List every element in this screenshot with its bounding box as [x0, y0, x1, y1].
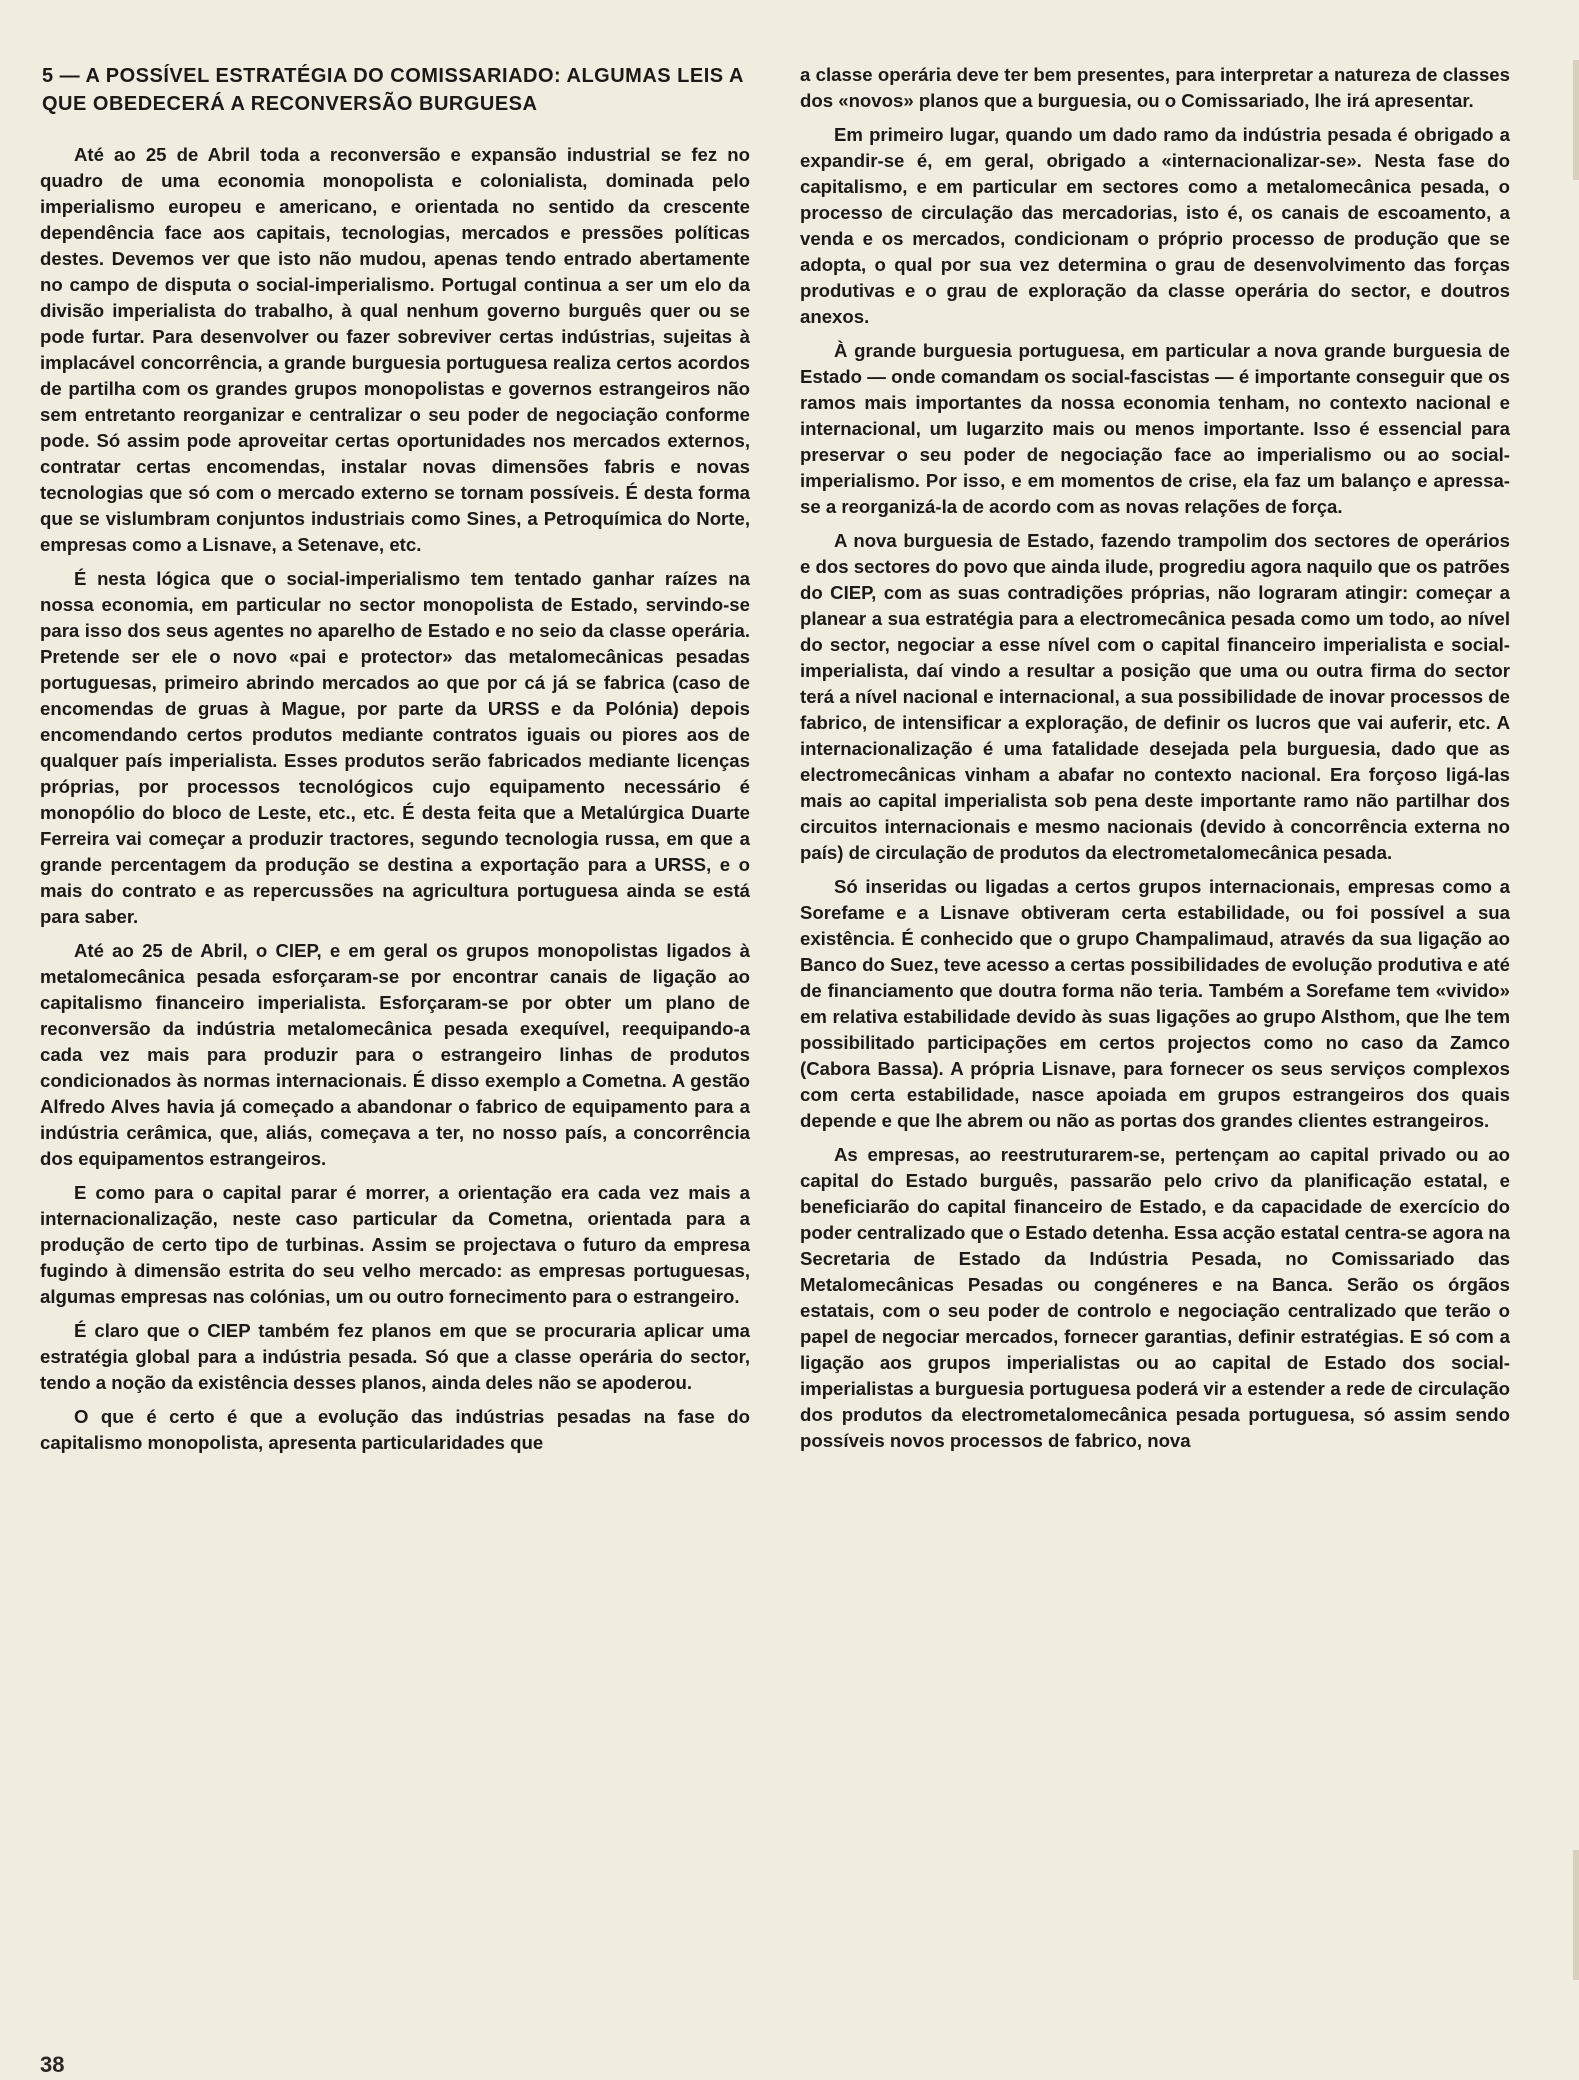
paragraph: Até ao 25 de Abril, o CIEP, e em geral os grupos monopolistas ligados à metalomecânica pesada esforçaram-se por encontrar canais de ligação ao capitalismo financeiro imperialista. Esforçaram-se por obter um plano de reconversão da indústria metalomecânica pesada exequível, reequipando-a cada vez mais para produzir para o estrangeiro linhas de produtos condicionados às normas internacionais. É disso exemplo a Cometna. A gestão Alfredo Alves havia já começado a abandonar o fabrico de equipamento para a indústria cerâmica, que, aliás, começava a ter, no nosso país, a concorrência dos equipamentos estrangeiros. [40, 940, 750, 1169]
paragraph: Até ao 25 de Abril toda a reconversão e expansão industrial se fez no quadro de uma economia monopolista e colonialista, dominada pelo imperialismo europeu e americano, e orientada no sentido da crescente dependência face aos capitais, tecnologias, mercados e pressões políticas destes. Devemos ver que isto não mudou, apenas tendo entrado abertamente no campo de disputa o social-imperialismo. Portugal continua a ser um elo da divisão imperialista do trabalho, à qual nenhum governo burguês quer ou se pode furtar. Para desenvolver ou fazer sobreviver certas indústrias, sujeitas à implacável concorrência, a grande burguesia portuguesa realiza certos acordos de partilha com os grandes grupos monopolistas e governos estrangeiros não sem entretanto reorganizar e centralizar o seu poder de negociação conforme pode. Só assim pode aproveitar certas oportunidades nos mercados externos, contratar certas encomendas, instalar novas dimensões fabris e novas tecnologias que só com o mercado externo se tornam possíveis. É desta forma que se vislumbram conjuntos industriais como Sines, a Petroquímica do Norte, empresas como a Lisnave, a Setenave, etc. [40, 144, 750, 555]
paragraph: À grande burguesia portuguesa, em particular a nova grande burguesia de Estado — onde comandam os social-fascistas — é importante conseguir que os ramos mais importantes da nossa economia tenham, no contexto nacional e internacional, um lugarzito mais ou menos importante. Isso é essencial para preservar o seu poder de negociação face ao imperialismo ou ao social-imperialismo. Por isso, e em momentos de crise, ela faz um balanço e apressa-se a reorganizá-la de acordo com as novas relações de força. [800, 340, 1510, 517]
paragraph: Só inseridas ou ligadas a certos grupos internacionais, empresas como a Sorefame e a Lisnave obtiveram certa estabilidade, ou foi possível a sua existência. É conhecido que o grupo Champalimaud, através da sua ligação ao Banco do Suez, teve acesso a certas possibilidades de evolução produtiva e até de financiamento que doutra forma não teria. Também a Sorefame tem «vivido» em relativa estabilidade devido às suas ligações ao grupo Alsthom, que lhe tem possibilitado participações em certos projectos como no caso da Zamco (Cabora Bassa). A própria Lisnave, para fornecer os seus serviços complexos com certa estabilidade, nasce apoiada em grupos estrangeiros dos quais depende e que lhe abrem ou não as portas dos grandes clientes estrangeiros. [800, 876, 1510, 1131]
paragraph: E como para o capital parar é morrer, a orientação era cada vez mais a internacionalização, neste caso particular da Cometna, orientada para a produção de certo tipo de turbinas. Assim se projectava o futuro da empresa fugindo à dimensão estrita do seu velho mercado: as empresas portuguesas, algumas empresas nas colónias, um ou outro fornecimento para o estrangeiro. [40, 1182, 750, 1307]
page-number: 38 [40, 2052, 65, 2077]
left-column [40, 62, 750, 1464]
page-edge-mark [1573, 1850, 1579, 1980]
paragraph: A nova burguesia de Estado, fazendo trampolim dos sectores de operários e dos sectores do povo que ainda ilude, progrediu agora naquilo que os patrões do CIEP, com as suas contradições próprias, não lograram atingir: começar a planear a sua estratégia para a electromecânica pesada como um todo, ao nível do sector, negociar a esse nível com o capital financeiro imperialista e social-imperialista, daí vindo a resultar a posição que uma ou outra firma do sector terá a nível nacional e internacional, a sua possibilidade de inovar processos de fabrico, de intensificar a exploração, de definir os lucros que vai auferir, etc. A internacionalização é uma fatalidade desejada pela burguesia, dado que as electromecânicas vinham a abafar no contexto nacional. Era forçoso ligá-las mais ao capital imperialista sob pena deste importante ramo não partilhar dos circuitos internacionais e mesmo nacionais (devido à concorrência externa no país) de circulação de produtos da electrometalomecânica pesada. [800, 530, 1510, 863]
page-edge-mark [1573, 60, 1579, 180]
paragraph: As empresas, ao reestruturarem-se, pertençam ao capital privado ou ao capital do Estado burguês, passarão pelo crivo da planificação estatal, e beneficiarão do capital financeiro de Estado, e da capacidade de exercício do poder centralizado que o Estado detenha. Essa acção estatal centra-se agora na Secretaria de Estado da Indústria Pesada, no Comissariado das Metalomecânicas Pesadas ou congéneres e na Banca. Serão os órgãos estatais, com o seu poder de controlo e negociação centralizado que terão o papel de negociar mercados, fornecer garantias, definir estratégias. E só com a ligação aos grupos imperialistas ou ao capital de Estado dos social-imperialistas a burguesia portuguesa poderá vir a estender a rede de circulação dos produtos da electrometalomecânica pesada portuguesa, só assim sendo possíveis novos processos de fabrico, nova [800, 1144, 1510, 1451]
paragraph: É nesta lógica que o social-imperialismo tem tentado ganhar raízes na nossa economia, em particular no sector monopolista de Estado, servindo-se para isso dos seus agentes no aparelho de Estado e no seio da classe operária. Pretende ser ele o novo «pai e protector» das metalomecânicas pesadas portuguesas, primeiro abrindo mercados ao que por cá já se fabrica (caso de encomendas de gruas à Mague, por parte da URSS e da Polónia) depois encomendando certos produtos mediante contratos iguais ou piores aos de qualquer país imperialista. Esses produtos serão fabricados mediante licenças próprias, por processos tecnológicos cujo equipamento necessário é monopólio do bloco de Leste, etc., etc. É desta feita que a Metalúrgica Duarte Ferreira vai começar a produzir tractores, segundo tecnologia russa, em que a grande percentagem da produção se destina a exportação para a URSS, e o mais do contrato e as repercussões na agricultura portuguesa ainda se está para saber. [40, 568, 750, 927]
paragraph: O que é certo é que a evolução das indústrias pesadas na fase do capitalismo monopolista, apresenta particularidades que [40, 1406, 750, 1453]
section-heading: 5 — A POSSÍVEL ESTRATÉGIA DO COMISSARIADO: ALGUMAS LEIS A QUE OBEDECERÁ A RECONVERSÃO BURGUESA [42, 65, 744, 115]
right-column [800, 62, 1510, 1462]
paragraph: Em primeiro lugar, quando um dado ramo da indústria pesada é obrigado a expandir-se é, em geral, obrigado a «internacionalizar-se». Nesta fase do capitalismo, e em particular em sectores como a metalomecânica pesada, o processo de circulação das mercadorias, isto é, os canais de escoamento, a venda e os mercados, condicionam o próprio processo de produção que se adopta, o qual por sua vez determina o grau de desenvolvimento das forças produtivas e o grau de exploração da classe operária do sector, e doutros anexos. [800, 124, 1510, 327]
paragraph-continuation: a classe operária deve ter bem presentes, para interpretar a natureza de classes dos «novos» planos que a burguesia, ou o Comissariado, lhe irá apresentar. [800, 64, 1510, 111]
paragraph: É claro que o CIEP também fez planos em que se procuraria aplicar uma estratégia global para a indústria pesada. Só que a classe operária do sector, tendo a noção da existência desses planos, ainda deles não se apoderou. [40, 1320, 750, 1393]
